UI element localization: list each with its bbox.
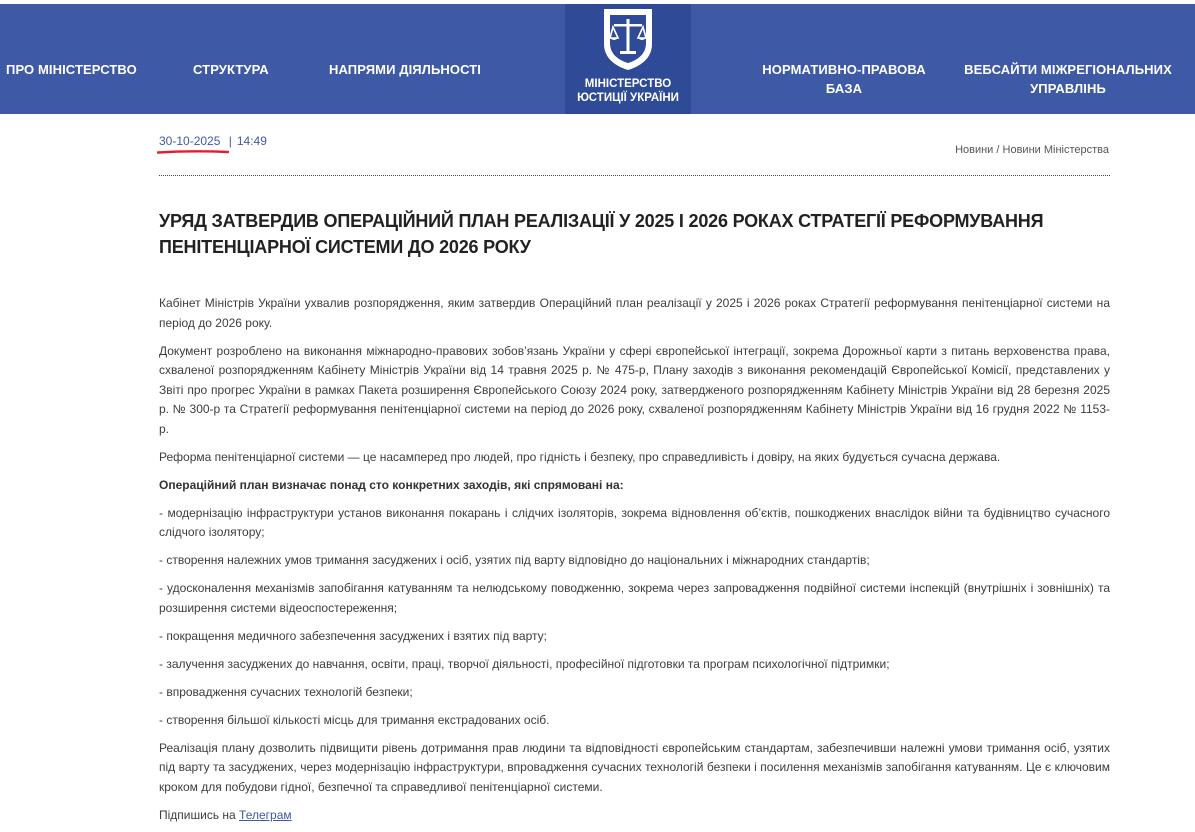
subscribe-text: Підпишись на [159,807,240,822]
article-paragraph: Реформа пенітенціарної системи — це насамперед про людей, про гідність і безпеку, про справедливість і довіру, на яких будується сучасна держава. [159,449,1001,464]
logo-text [565,77,691,105]
nav-item-regional-websites[interactable]: ВЕБСАЙТИ МІЖРЕГІОНАЛЬНИХ УПРАВЛІНЬ [964,62,1172,96]
article-title: УРЯД ЗАТВЕРДИВ ОПЕРАЦІЙНИЙ ПЛАН РЕАЛІЗАЦІЇ У 2025 І 2026 РОКАХ СТРАТЕГІЇ РЕФОРМУВАННЯ ПЕНІТЕНЦІАРНОЇ СИСТЕМИ ДО 2026 РОКУ [159,211,1044,257]
article-list-item: - впровадження сучасних технологій безпеки; [159,684,413,699]
scales-shield-icon [601,6,655,72]
logo-line-1: МІНІСТЕРСТВО [584,78,672,90]
ministry-logo[interactable] [565,4,691,114]
article-body [159,294,1110,832]
article-time: 14:49 [236,134,267,148]
article-meta [159,134,267,148]
nav-item-structure[interactable]: СТРУКТУРА [193,62,269,77]
article-list-item: - модернізацію інфраструктури установ виконання покарань і слідчих ізоляторів, зокрема відновлення об’єктів, пошкоджених внаслідок війни та будівництво сучасного слідчого ізолятору; [159,505,1110,539]
article-paragraph: Реалізація плану дозволить підвищити рівень дотримання прав людини та відповідності європейським стандартам, забезпечивши належні умови тримання осіб, узятих під варту та засуджених, через модернізацію інфраструктури, впровадження сучасних технологій безпеки і посилення механізмів запобігання катуванням. Це є ключовим кроком для побудови гідної, безпечної та справедливої пенітенціарної системи. [159,740,1110,794]
telegram-link[interactable]: Телеграм [239,807,292,822]
article-list-item: - створення належних умов тримання засуджених і осіб, узятих під варту відповідно до національних і міжнародних стандартів; [159,553,870,567]
nav-item-legal-base[interactable]: НОРМАТИВНО-ПРАВОВА БАЗА [762,62,926,96]
date-underline-mark [157,149,229,155]
nav-item-directions[interactable]: НАПРЯМИ ДІЯЛЬНОСТІ [329,62,482,77]
article-list-item: - удосконалення механізмів запобігання катуванням та нелюдському поводженню, зокрема через запровадження подвійної системи інспекцій (внутрішніх і зовнішніх) та розширення системи відеоспостереження; [159,581,1110,615]
article-paragraph: Кабінет Міністрів України ухвалив розпорядження, яким затвердив Операційний план реалізації у 2025 і 2026 роках Стратегії реформування пенітенціарної системи на період до 2026 року. [159,296,1110,330]
logo-line-2: ЮСТИЦІЇ УКРАЇНИ [577,92,679,104]
breadcrumb [955,144,1109,156]
article-list-item: - створення більшої кількості місць для тримання екстрадованих осіб. [159,712,550,727]
article-list-item: - залучення засуджених до навчання, освіти, праці, творчої діяльності, професійної підготовки та програм психологічної підтримки; [159,656,890,671]
article-date: 30-10-2025 [159,134,221,148]
article-paragraph: Документ розроблено на виконання міжнародно-правових зобов’язань України у сфері європейської інтеграції, зокрема Дорожньої карти з питань верховенства права, схваленої розпорядженням Кабінету Міністрів України від 14 травня 2025 р. № 475-р, Плану заходів з виконання рекомендацій Європейської Комісії, представлених у Звіті про прогрес України в рамках Пакета розширення Європейського Союзу 2024 року, затвердженого розпорядженням Кабінету Міністрів України від 28 березня 2025 р. № 300-р та Стратегії реформування пенітенціарної системи на період до 2026 року, схваленої розпорядженням Кабінету Міністрів України від 16 грудня 2022 № 1153-р. [159,343,1110,436]
article-list-item: - покращення медичного забезпечення засуджених і взятих під варту; [159,628,547,643]
article-date-wrap [159,134,224,148]
breadcrumb-separator: / [993,144,1003,156]
dotted-divider [159,175,1110,176]
meta-separator: | [228,134,232,148]
breadcrumb-ministry-news[interactable]: Новини Міністерства [1002,144,1109,156]
subscribe-line [159,806,1110,826]
breadcrumb-news[interactable]: Новини [955,144,994,156]
nav-item-about-ministry[interactable]: ПРО МІНІСТЕРСТВО [6,62,137,77]
article-list-intro: Операційний план визначає понад сто конкретних заходів, які спрямовані на: [159,477,624,492]
